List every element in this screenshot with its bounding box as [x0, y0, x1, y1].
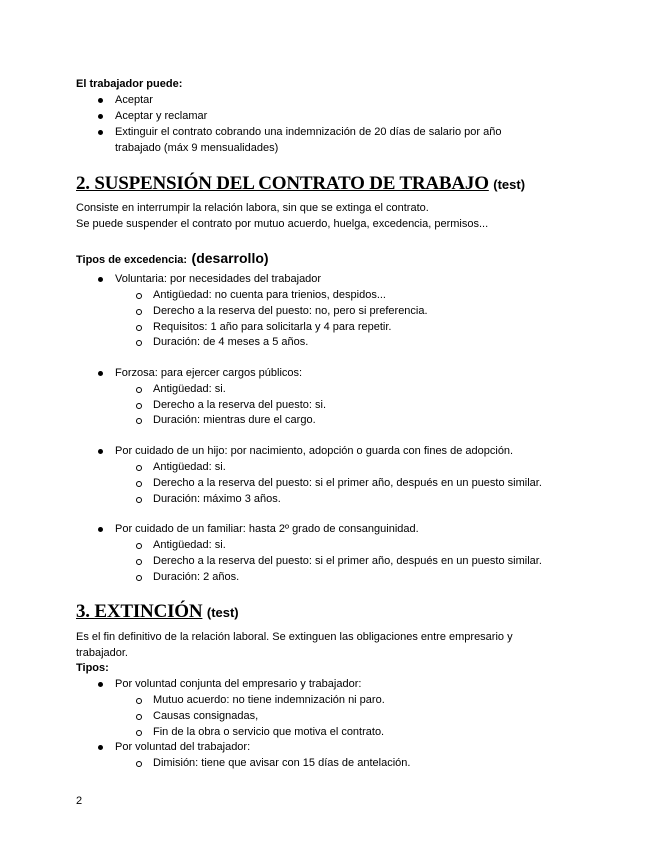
- paragraph-line: Es el fin definitivo de la relación laboral. Se extinguen las obligaciones entre empresario y: [76, 631, 513, 643]
- page-number: 2: [76, 795, 83, 807]
- bullet-dot: [98, 745, 103, 750]
- sub-item: Antigüedad: si.: [153, 461, 226, 473]
- bullet-circle: [136, 575, 142, 581]
- list-item: Por voluntad conjunta del empresario y trabajador:: [115, 678, 362, 690]
- list-item: Aceptar y reclamar: [115, 110, 208, 122]
- section-tag: (test): [206, 605, 239, 620]
- section-title: 2. SUSPENSIÓN DEL CONTRATO DE TRABAJO: [76, 173, 489, 194]
- sub-item: Fin de la obra o servicio que motiva el contrato.: [153, 726, 385, 738]
- bullet-circle: [136, 309, 142, 315]
- bullet-circle: [136, 340, 142, 346]
- bullet-circle: [136, 543, 142, 549]
- sub-item: Derecho a la reserva del puesto: si.: [153, 399, 327, 411]
- list-item: Extinguir el contrato cobrando una indemnización de 20 días de salario por año: [115, 126, 502, 138]
- sub-item: Antigüedad: si.: [153, 539, 226, 551]
- sub-item: Dimisión: tiene que avisar con 15 días de antelación.: [153, 757, 411, 769]
- sub-item: Antigüedad: si.: [153, 383, 226, 395]
- bullet-dot: [98, 277, 103, 282]
- sub-item: Duración: de 4 meses a 5 años.: [153, 336, 309, 348]
- section-heading: [76, 600, 239, 624]
- bullet-circle: [136, 403, 142, 409]
- bullet-circle: [136, 730, 142, 736]
- subheading-tag: (desarrollo): [191, 250, 269, 266]
- sub-item: Derecho a la reserva del puesto: si el primer año, después en un puesto similar.: [153, 555, 542, 567]
- section-heading: [76, 172, 525, 196]
- list-item-continuation: trabajado (máx 9 mensualidades): [115, 142, 279, 154]
- list-item: Voluntaria: por necesidades del trabajador: [115, 273, 322, 285]
- list-item: Por voluntad del trabajador:: [115, 741, 251, 753]
- sub-item: Antigüedad: no cuenta para trienios, despidos...: [153, 289, 386, 301]
- bullet-circle: [136, 714, 142, 720]
- bullet-circle: [136, 325, 142, 331]
- bullet-circle: [136, 418, 142, 424]
- subheading-label: Tipos:: [76, 662, 109, 674]
- intro-heading: El trabajador puede:: [76, 78, 183, 90]
- sub-item: Derecho a la reserva del puesto: si el primer año, después en un puesto similar.: [153, 477, 542, 489]
- paragraph-line: Consiste en interrumpir la relación labora, sin que se extinga el contrato.: [76, 202, 429, 214]
- bullet-circle: [136, 497, 142, 503]
- bullet-circle: [136, 293, 142, 299]
- paragraph-line: Se puede suspender el contrato por mutuo acuerdo, huelga, excedencia, permisos...: [76, 218, 489, 230]
- bullet-dot: [98, 449, 103, 454]
- paragraph-line: trabajador.: [76, 647, 128, 659]
- bullet-dot: [98, 130, 103, 135]
- list-item: Aceptar: [115, 94, 153, 106]
- sub-item: Derecho a la reserva del puesto: no, pero si preferencia.: [153, 305, 428, 317]
- bullet-dot: [98, 527, 103, 532]
- bullet-dot: [98, 98, 103, 103]
- bullet-circle: [136, 465, 142, 471]
- list-item: Forzosa: para ejercer cargos públicos:: [115, 367, 303, 379]
- subheading-label: Tipos de excedencia:: [76, 254, 188, 266]
- bullet-circle: [136, 761, 142, 767]
- bullet-circle: [136, 559, 142, 565]
- list-item: Por cuidado de un hijo: por nacimiento, adopción o guarda con fines de adopción.: [115, 445, 514, 457]
- section-tag: (test): [493, 177, 526, 192]
- subheading: [76, 249, 269, 268]
- sub-item: Mutuo acuerdo: no tiene indemnización ni paro.: [153, 694, 385, 706]
- bullet-dot: [98, 682, 103, 687]
- bullet-dot: [98, 371, 103, 376]
- bullet-dot: [98, 114, 103, 119]
- list-item: Por cuidado de un familiar: hasta 2º grado de consanguinidad.: [115, 523, 419, 535]
- bullet-circle: [136, 698, 142, 704]
- sub-item: Duración: mientras dure el cargo.: [153, 414, 316, 426]
- bullet-circle: [136, 481, 142, 487]
- section-title: 3. EXTINCIÓN: [76, 601, 203, 622]
- bullet-circle: [136, 387, 142, 393]
- sub-item: Duración: máximo 3 años.: [153, 493, 281, 505]
- sub-item: Causas consignadas,: [153, 710, 259, 722]
- sub-item: Requisitos: 1 año para solicitarla y 4 para repetir.: [153, 321, 392, 333]
- sub-item: Duración: 2 años.: [153, 571, 240, 583]
